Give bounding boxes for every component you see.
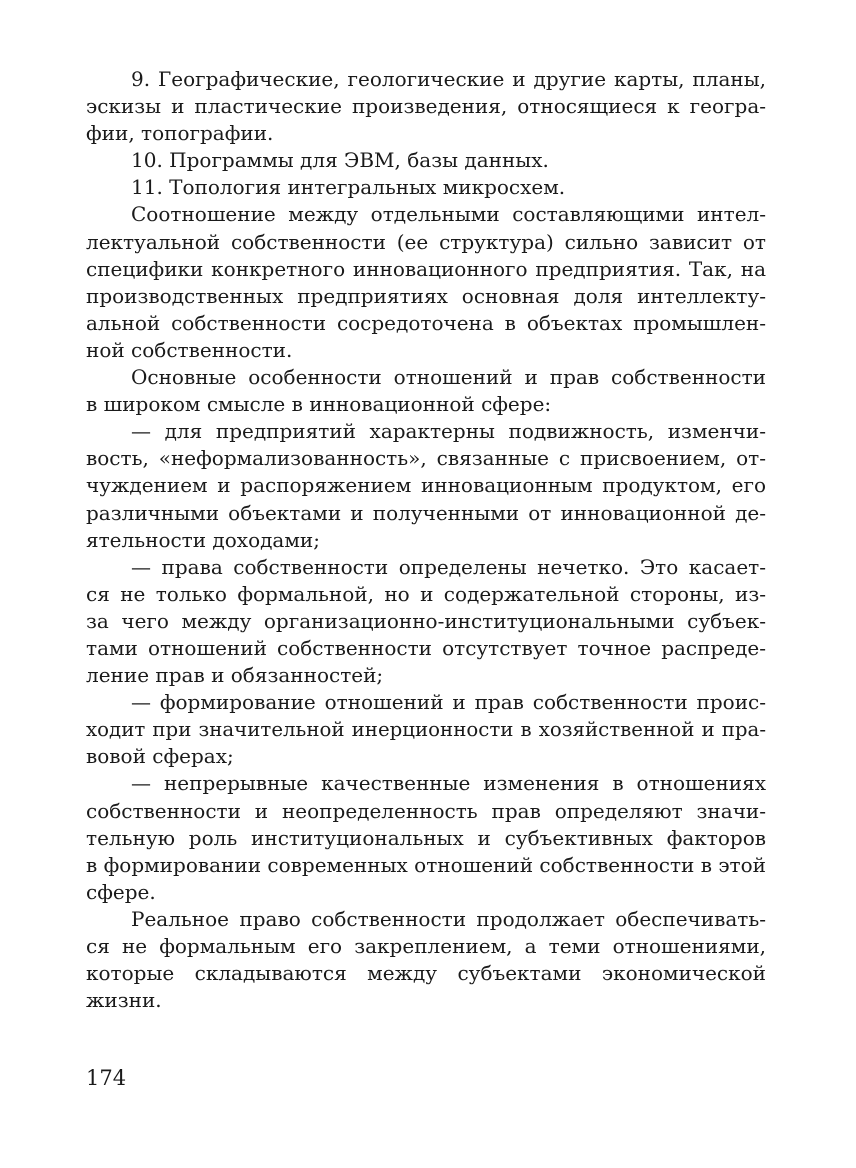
text-line: Соотношение между отдельными составляющими интел- [131, 202, 766, 227]
text-line: — для предприятий характерны подвижность, изменчи- [131, 419, 766, 444]
text-line: Основные особенности отношений и прав собственности [131, 365, 766, 390]
text-line: ление прав и обязанностей; [86, 663, 384, 688]
text-line: жизни. [86, 988, 162, 1013]
text-line: собственности и неопределенность прав определяют значи- [86, 798, 766, 823]
text-line: ходит при значительной инерционности в хозяйственной и пра- [86, 718, 766, 742]
text-line: тельную роль институциональных и субъективных факторов [86, 825, 766, 850]
text-line: 9. Географические, геологические и другие карты, планы, [131, 67, 766, 91]
text-line: фии, топографии. [86, 121, 274, 146]
text-line: в широком смысле в инновационной сфере: [86, 392, 552, 417]
text-line: тами отношений собственности отсутствует точное распреде- [86, 635, 766, 660]
text-line: — непрерывные качественные изменения в отношениях [131, 771, 766, 796]
text-line: — формирование отношений и прав собственности проис- [131, 690, 766, 715]
text-line: различными объектами и полученными от инновационной де- [86, 500, 766, 525]
text-line: в формировании современных отношений собственности в этой [86, 852, 766, 877]
text-line: ся не только формальной, но и содержательной стороны, из- [86, 581, 766, 606]
text-line: сфере. [86, 879, 156, 904]
text-line: специфики конкретного инновационного предприятия. Так, на [86, 256, 766, 281]
text-line: альной собственности сосредоточена в объектах промышлен- [86, 310, 766, 335]
text-line: производственных предприятиях основная доля интеллекту- [86, 283, 766, 308]
page-number: 174 [86, 1066, 127, 1090]
text-line: чуждением и распоряжением инновационным продуктом, его [86, 473, 766, 498]
text-line: за чего между организационно-институциональными субъек- [86, 608, 766, 633]
text-line: — права собственности определены нечетко. Это касает- [131, 554, 766, 579]
text-line: 11. Топология интегральных микросхем. [131, 175, 566, 200]
text-line: ся не формальным его закреплением, а теми отношениями, [86, 934, 766, 958]
text-line: вость, «неформализованность», связанные с присвоением, от- [86, 446, 766, 471]
text-line: ятельности доходами; [86, 527, 320, 552]
text-line: эскизы и пластические произведения, относящиеся к геогра- [86, 94, 766, 119]
text-line: которые складываются между субъектами экономической [86, 961, 766, 986]
text-line: 10. Программы для ЭВМ, базы данных. [131, 148, 549, 173]
text-line: Реальное право собственности продолжает обеспечивать- [131, 906, 766, 931]
text-line: ной собственности. [86, 337, 293, 362]
text-line: вовой сферах; [86, 744, 234, 769]
page-body [86, 66, 766, 1014]
text-line: лектуальной собственности (ее структура) сильно зависит от [86, 229, 766, 254]
